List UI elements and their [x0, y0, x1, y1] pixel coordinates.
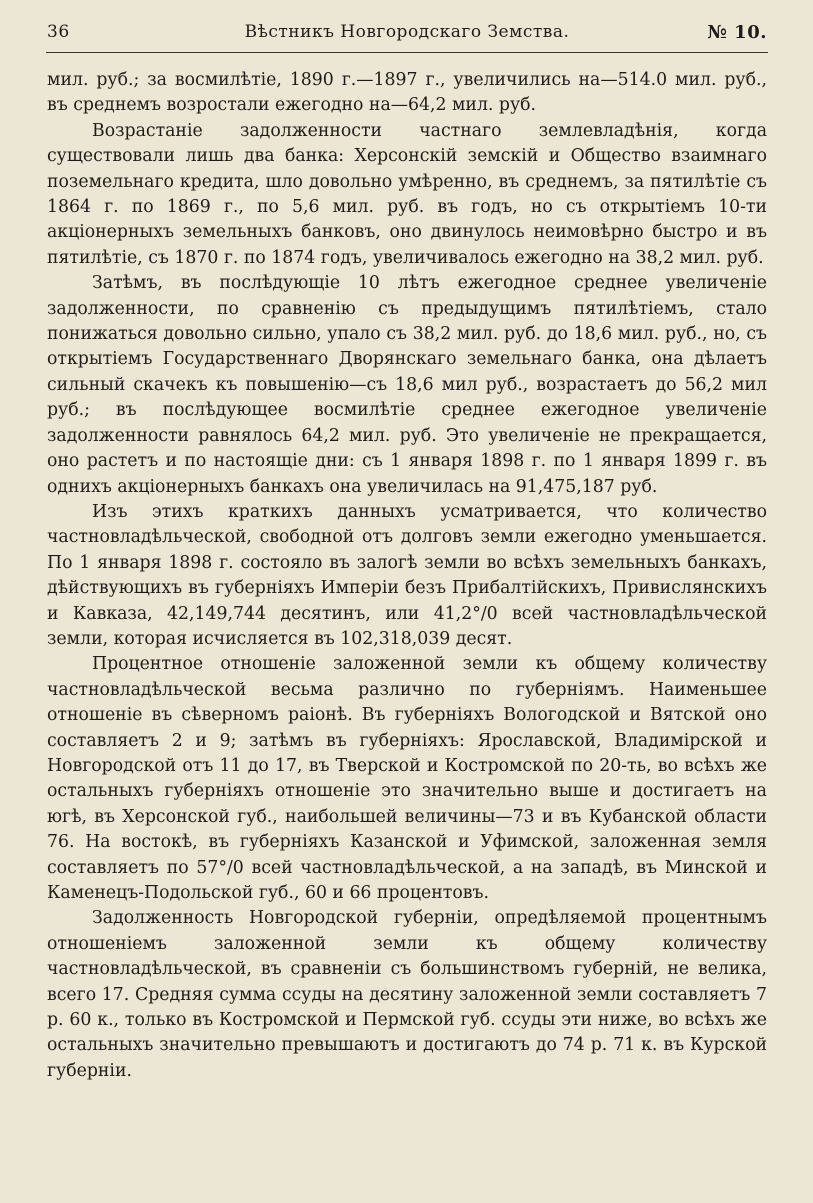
paragraph: Процентное отношеніе заложенной земли къ общему количеству частновладѣльческой весьма различно по губерніямъ. Наименьшее отношеніе въ сѣверномъ раіонѣ. Въ губерніяхъ Вологодской и Вятской оно составляетъ 2 и 9; затѣмъ въ губерніяхъ: Ярославской, Владимірской и Новгородской отъ 11 до 17, въ Тверской и Костромской по 20-ть, во всѣхъ же остальныхъ губерніяхъ отношеніе это значительно выше и достигаетъ на югѣ, въ Херсонской губ., наибольшей величины—73 и въ Кубанской области 76. На востокѣ, въ губерніяхъ Казанской и Уфимской, заложенная земля составляетъ по 57°/0 всей частновладѣльческой, а на западѣ, въ Минской и Каменецъ-Подольской губ., 60 и 66 процентовъ. [47, 654, 767, 903]
paragraph: Задолженность Новгородской губерніи, опредѣляемой процентнымъ отношеніемъ заложенной земли къ общему количеству частновладѣльческой, въ сравненіи съ большинствомъ губерній, не велика, всего 17. Средняя сумма ссуды на десятину заложенной земли составляетъ 7 р. 60 к., только въ Костромской и Пермской губ. ссуды эти ниже, во всѣхъ же остальныхъ значительно превышаютъ и достигаютъ до 74 р. 71 к. въ Курской губерніи. [47, 908, 767, 1081]
paragraph: Изъ этихъ краткихъ данныхъ усматривается, что количество частновладѣльческой, свободной отъ долговъ земли ежегодно уменьшается. По 1 января 1898 г. состояло въ залогѣ земли во всѣхъ земельныхъ банкахъ, дѣйствующихъ въ губерніяхъ Имперіи безъ Прибалтійскихъ, Привислянскихъ и Кавказа, 42,149,744 десятинъ, или 41,2°/0 всей частновладѣльческой земли, которая исчисляется въ 102,318,039 десят. [47, 501, 767, 649]
header-rule [46, 52, 768, 53]
journal-title: Вѣстникъ Новгородскаго Земства. [244, 22, 570, 42]
paragraph: Возрастаніе задолженности частнаго землевладѣнія, когда существовали лишь два банка: Херсонскій земскій и Общество взаимнаго поземельнаго кредита, шло довольно умѣренно, въ среднемъ, за пятилѣтіе съ 1864 г. по 1869 г., по 5,6 мил. руб. въ годъ, но съ открытіемъ 10-ти акціонерныхъ земельныхъ банковъ, оно двинулось неимовѣрно быстро и въ пятилѣтіе, съ 1870 г. по 1874 годъ, увеличивалось ежегодно на 38,2 мил. руб. [47, 120, 767, 268]
page-number: 36 [47, 22, 70, 42]
issue-number: № 10. [707, 22, 767, 43]
paragraph: Затѣмъ, въ послѣдующіе 10 лѣтъ ежегодное среднее увеличеніе задолженности, по сравненію съ предыдущимъ пятилѣтіемъ, стало понижаться довольно сильно, упало съ 38,2 мил. руб. до 18,6 мил. руб., но, съ открытіемъ Государственнаго Дворянскаго земельнаго банка, она дѣлаетъ сильный скачекъ къ повышенію—съ 18,6 мил руб., возрастаетъ до 56,2 мил руб.; въ послѣдующее восмилѣтіе среднее ежегодное увеличеніе задолженности равнялось 64,2 мил. руб. Это увеличеніе не прекращается, оно растетъ и по настоящіе дни: съ 1 января 1898 г. по 1 января 1899 г. въ однихъ акціонерныхъ банкахъ она увеличилась на 91,475,187 руб. [47, 273, 767, 497]
running-header [47, 22, 767, 52]
article-body [47, 68, 767, 1084]
paragraph-continuation: мил. руб.; за восмилѣтіе, 1890 г.—1897 г., увеличились на—514.0 мил. руб., въ среднемъ возростали ежегодно на—64,2 мил. руб. [47, 70, 767, 116]
